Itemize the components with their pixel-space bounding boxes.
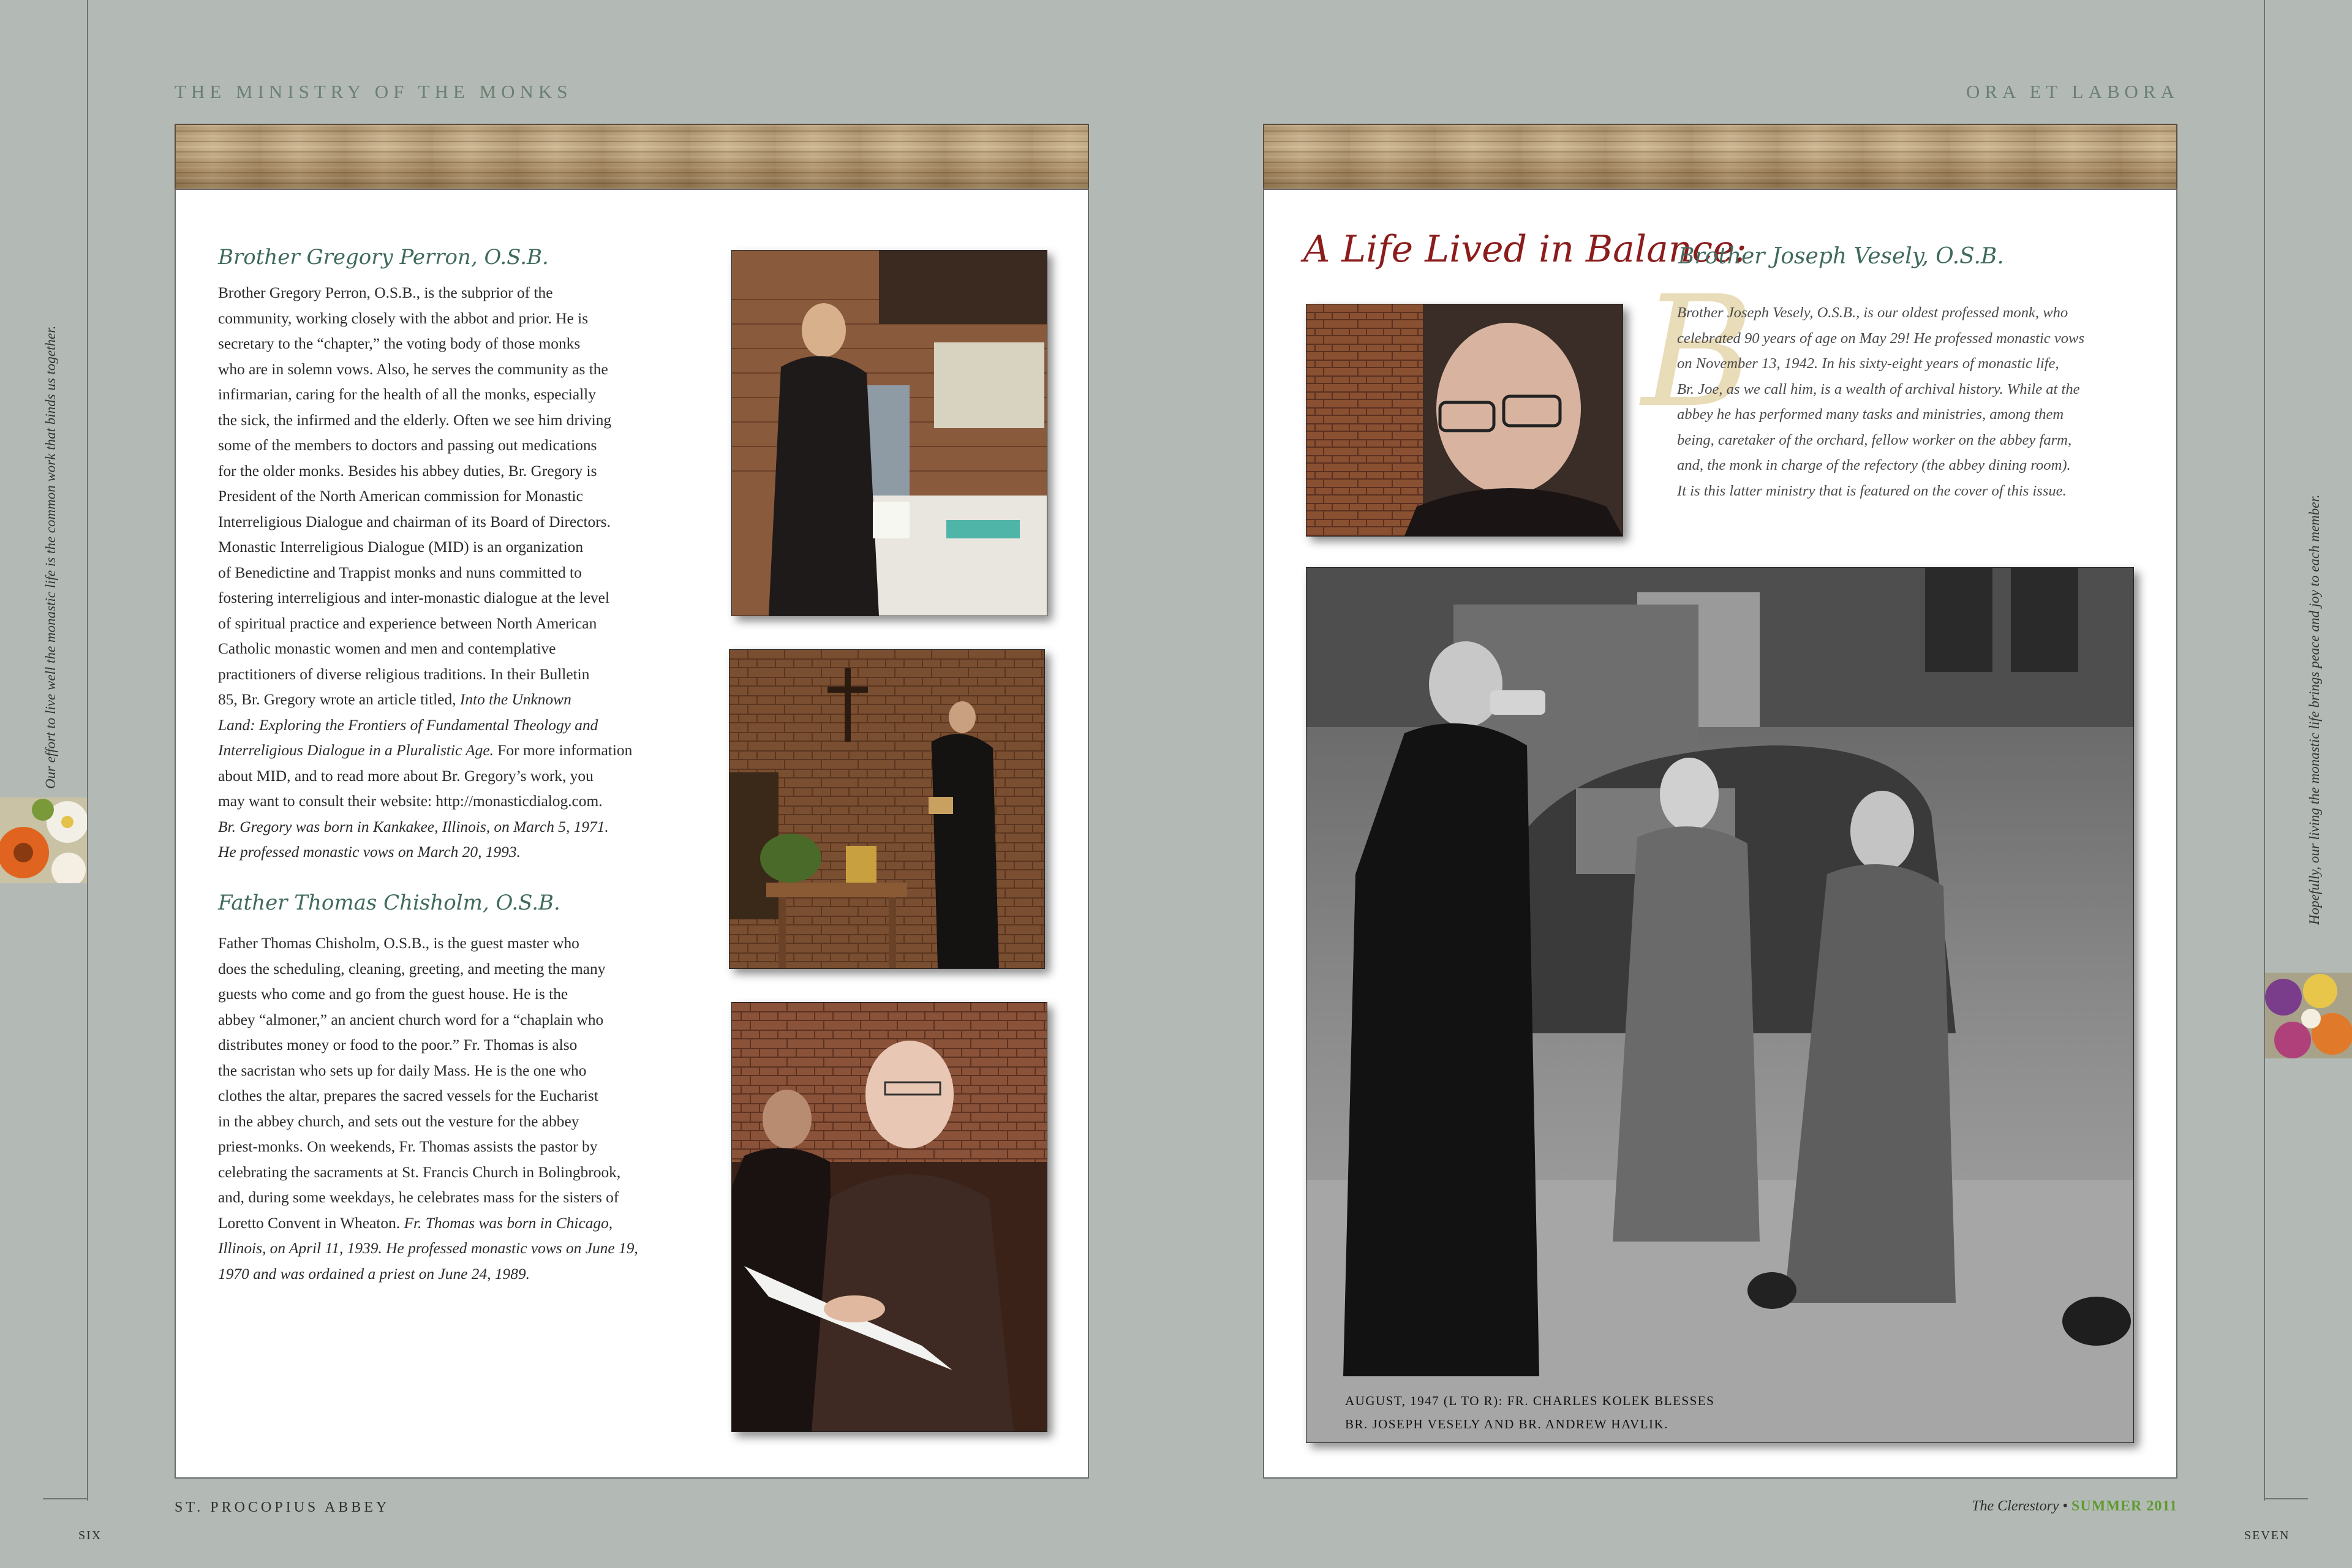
photo-gregory-chapel [729, 649, 1045, 969]
website-line: may want to consult their website: http://monasticdialog.com. [218, 793, 603, 810]
text-line: President of the North American commission for Monastic [218, 488, 583, 505]
right-wood-banner [1263, 124, 2177, 190]
text-line: clothes the altar, prepares the sacred vessels for the Eucharist [218, 1087, 598, 1104]
text-line: fostering interreligious and inter-monastic dialogue at the level [218, 589, 609, 606]
photo-gregory-infirmary [731, 250, 1047, 616]
right-flower-image [2265, 973, 2352, 1058]
dropcap-letter: B [1642, 263, 1754, 441]
text-span: 85, Br. Gregory wrote an article titled, [218, 691, 456, 708]
text-line: Brother Gregory Perron, O.S.B., is the subprior of the [218, 284, 553, 301]
text-line: the sick, the infirmed and the elderly. Often we see him driving [218, 411, 612, 429]
text-span: For more information [493, 742, 633, 759]
gregory-heading: Brother Gregory Perron, O.S.B. [218, 245, 549, 270]
left-wood-banner [175, 124, 1089, 190]
text-line [218, 687, 696, 713]
right-footer [1972, 1498, 2177, 1515]
left-folio: SIX [78, 1529, 102, 1542]
birth-line: Br. Gregory was born in Kankakee, Illinois, on March 5, 1971. [218, 818, 609, 835]
caption-line: AUGUST, 1947 (L TO R): FR. CHARLES KOLEK BLESSES [1345, 1393, 1715, 1408]
text-line: guests who come and go from the guest house. He is the [218, 986, 568, 1003]
thomas-heading: Father Thomas Chisholm, O.S.B. [218, 891, 560, 915]
text-line: priest-monks. On weekends, Fr. Thomas assists the pastor by [218, 1138, 598, 1155]
joseph-intro [1677, 300, 2167, 503]
article-title: Land: Exploring the Frontiers of Fundamental Theology and [218, 716, 598, 734]
right-footer-rule [2264, 1498, 2308, 1499]
text-line: community, working closely with the abbot and prior. He is [218, 309, 589, 327]
right-running-head: ORA ET LABORA [1966, 81, 2179, 102]
photo-thomas [731, 1002, 1047, 1432]
text-line: does the scheduling, cleaning, greeting, and meeting the many [218, 960, 606, 978]
text-line: and, during some weekdays, he celebrates mass for the sisters of [218, 1189, 619, 1206]
text-line: It is this latter ministry that is featured on the cover of this issue. [1677, 482, 2067, 499]
article-subtitle: Brother Joseph Vesely, O.S.B. [1678, 244, 2004, 269]
text-line: celebrated 90 years of age on May 29! He professed monastic vows [1677, 330, 2085, 347]
right-margin-rule [2264, 0, 2265, 1501]
photo-caption [1345, 1389, 1714, 1436]
text-line: abbey “almoner,” an ancient church word for a “chaplain who [218, 1011, 604, 1028]
text-line: of Benedictine and Trappist monks and nuns committed to [218, 564, 582, 581]
text-line: secretary to the “chapter,” the voting body of those monks [218, 335, 581, 352]
photo-joseph-portrait [1306, 304, 1623, 537]
text-line: of spiritual practice and experience between North American [218, 614, 597, 632]
text-line: being, caretaker of the orchard, fellow worker on the abbey farm, [1677, 431, 2072, 448]
left-side-quote: Our effort to live well the monastic life is the common work that binds us together. [43, 325, 58, 789]
text-line: some of the members to doctors and passing out medications [218, 437, 597, 454]
issue-name: SUMMER 2011 [2071, 1498, 2177, 1514]
publication-name: The Clerestory [1972, 1498, 2059, 1514]
text-line [218, 1211, 696, 1237]
text-line: Br. Joe, as we call him, is a wealth of archival history. While at the [1677, 380, 2080, 398]
text-line: distributes money or food to the poor.” Fr. Thomas is also [218, 1036, 578, 1054]
text-line: Monastic Interreligious Dialogue (MID) is an organization [218, 538, 584, 556]
left-footer-rule [43, 1498, 87, 1499]
right-folio: SEVEN [2244, 1529, 2290, 1542]
text-line: about MID, and to read more about Br. Gregory’s work, you [218, 767, 594, 785]
text-line: Interreligious Dialogue and chairman of its Board of Directors. [218, 513, 611, 530]
caption-line: BR. JOSEPH VESELY AND BR. ANDREW HAVLIK. [1345, 1417, 1668, 1431]
article-title: Into the Unknown [459, 691, 571, 708]
article-title: A Life Lived in Balance: [1303, 228, 1747, 271]
text-line: for the older monks. Besides his abbey duties, Br. Gregory is [218, 462, 597, 480]
text-line: and, the monk in charge of the refectory (the abbey dining room). [1677, 457, 2071, 473]
text-span: Loretto Convent in Wheaton. [218, 1214, 404, 1232]
right-side-quote: Hopefully, our living the monastic life brings peace and joy to each member. [2307, 494, 2322, 925]
footer-separator: • [2059, 1498, 2071, 1514]
text-line: Brother Joseph Vesely, O.S.B., is our oldest professed monk, who [1677, 304, 2068, 321]
text-line: who are in solemn vows. Also, he serves the community as the [218, 360, 608, 378]
thomas-body [218, 931, 696, 1287]
left-margin-rule [87, 0, 88, 1501]
vows-line: He professed monastic vows on March 20, 1993. [218, 843, 521, 861]
left-flower-image [0, 797, 87, 883]
text-line [218, 738, 696, 764]
text-line: the sacristan who sets up for daily Mass. He is the one who [218, 1061, 587, 1079]
text-line: 1970 and was ordained a priest on June 24, 1989. [218, 1265, 530, 1283]
photo-1947-blessing [1306, 567, 2134, 1443]
text-line: practitioners of diverse religious traditions. In their Bulletin [218, 665, 590, 683]
text-line: abbey he has performed many tasks and ministries, among them [1677, 406, 2064, 423]
left-footer: ST. PROCOPIUS ABBEY [175, 1499, 390, 1515]
text-line: on November 13, 1942. In his sixty-eight years of monastic life, [1677, 355, 2059, 372]
left-running-head: THE MINISTRY OF THE MONKS [175, 81, 573, 102]
text-line: Illinois, on April 11, 1939. He professed monastic vows on June 19, [218, 1240, 638, 1257]
text-line: Father Thomas Chisholm, O.S.B., is the guest master who [218, 935, 579, 952]
text-line: Catholic monastic women and men and contemplative [218, 640, 556, 657]
text-line: infirmarian, caring for the health of all the monks, especially [218, 386, 596, 403]
text-span: Fr. Thomas was born in Chicago, [404, 1214, 613, 1232]
text-line: celebrating the sacraments at St. Francis Church in Bolingbrook, [218, 1163, 621, 1181]
gregory-body [218, 281, 696, 865]
text-line: in the abbey church, and sets out the vesture for the abbey [218, 1112, 579, 1130]
article-title: Interreligious Dialogue in a Pluralistic Age. [218, 742, 494, 759]
